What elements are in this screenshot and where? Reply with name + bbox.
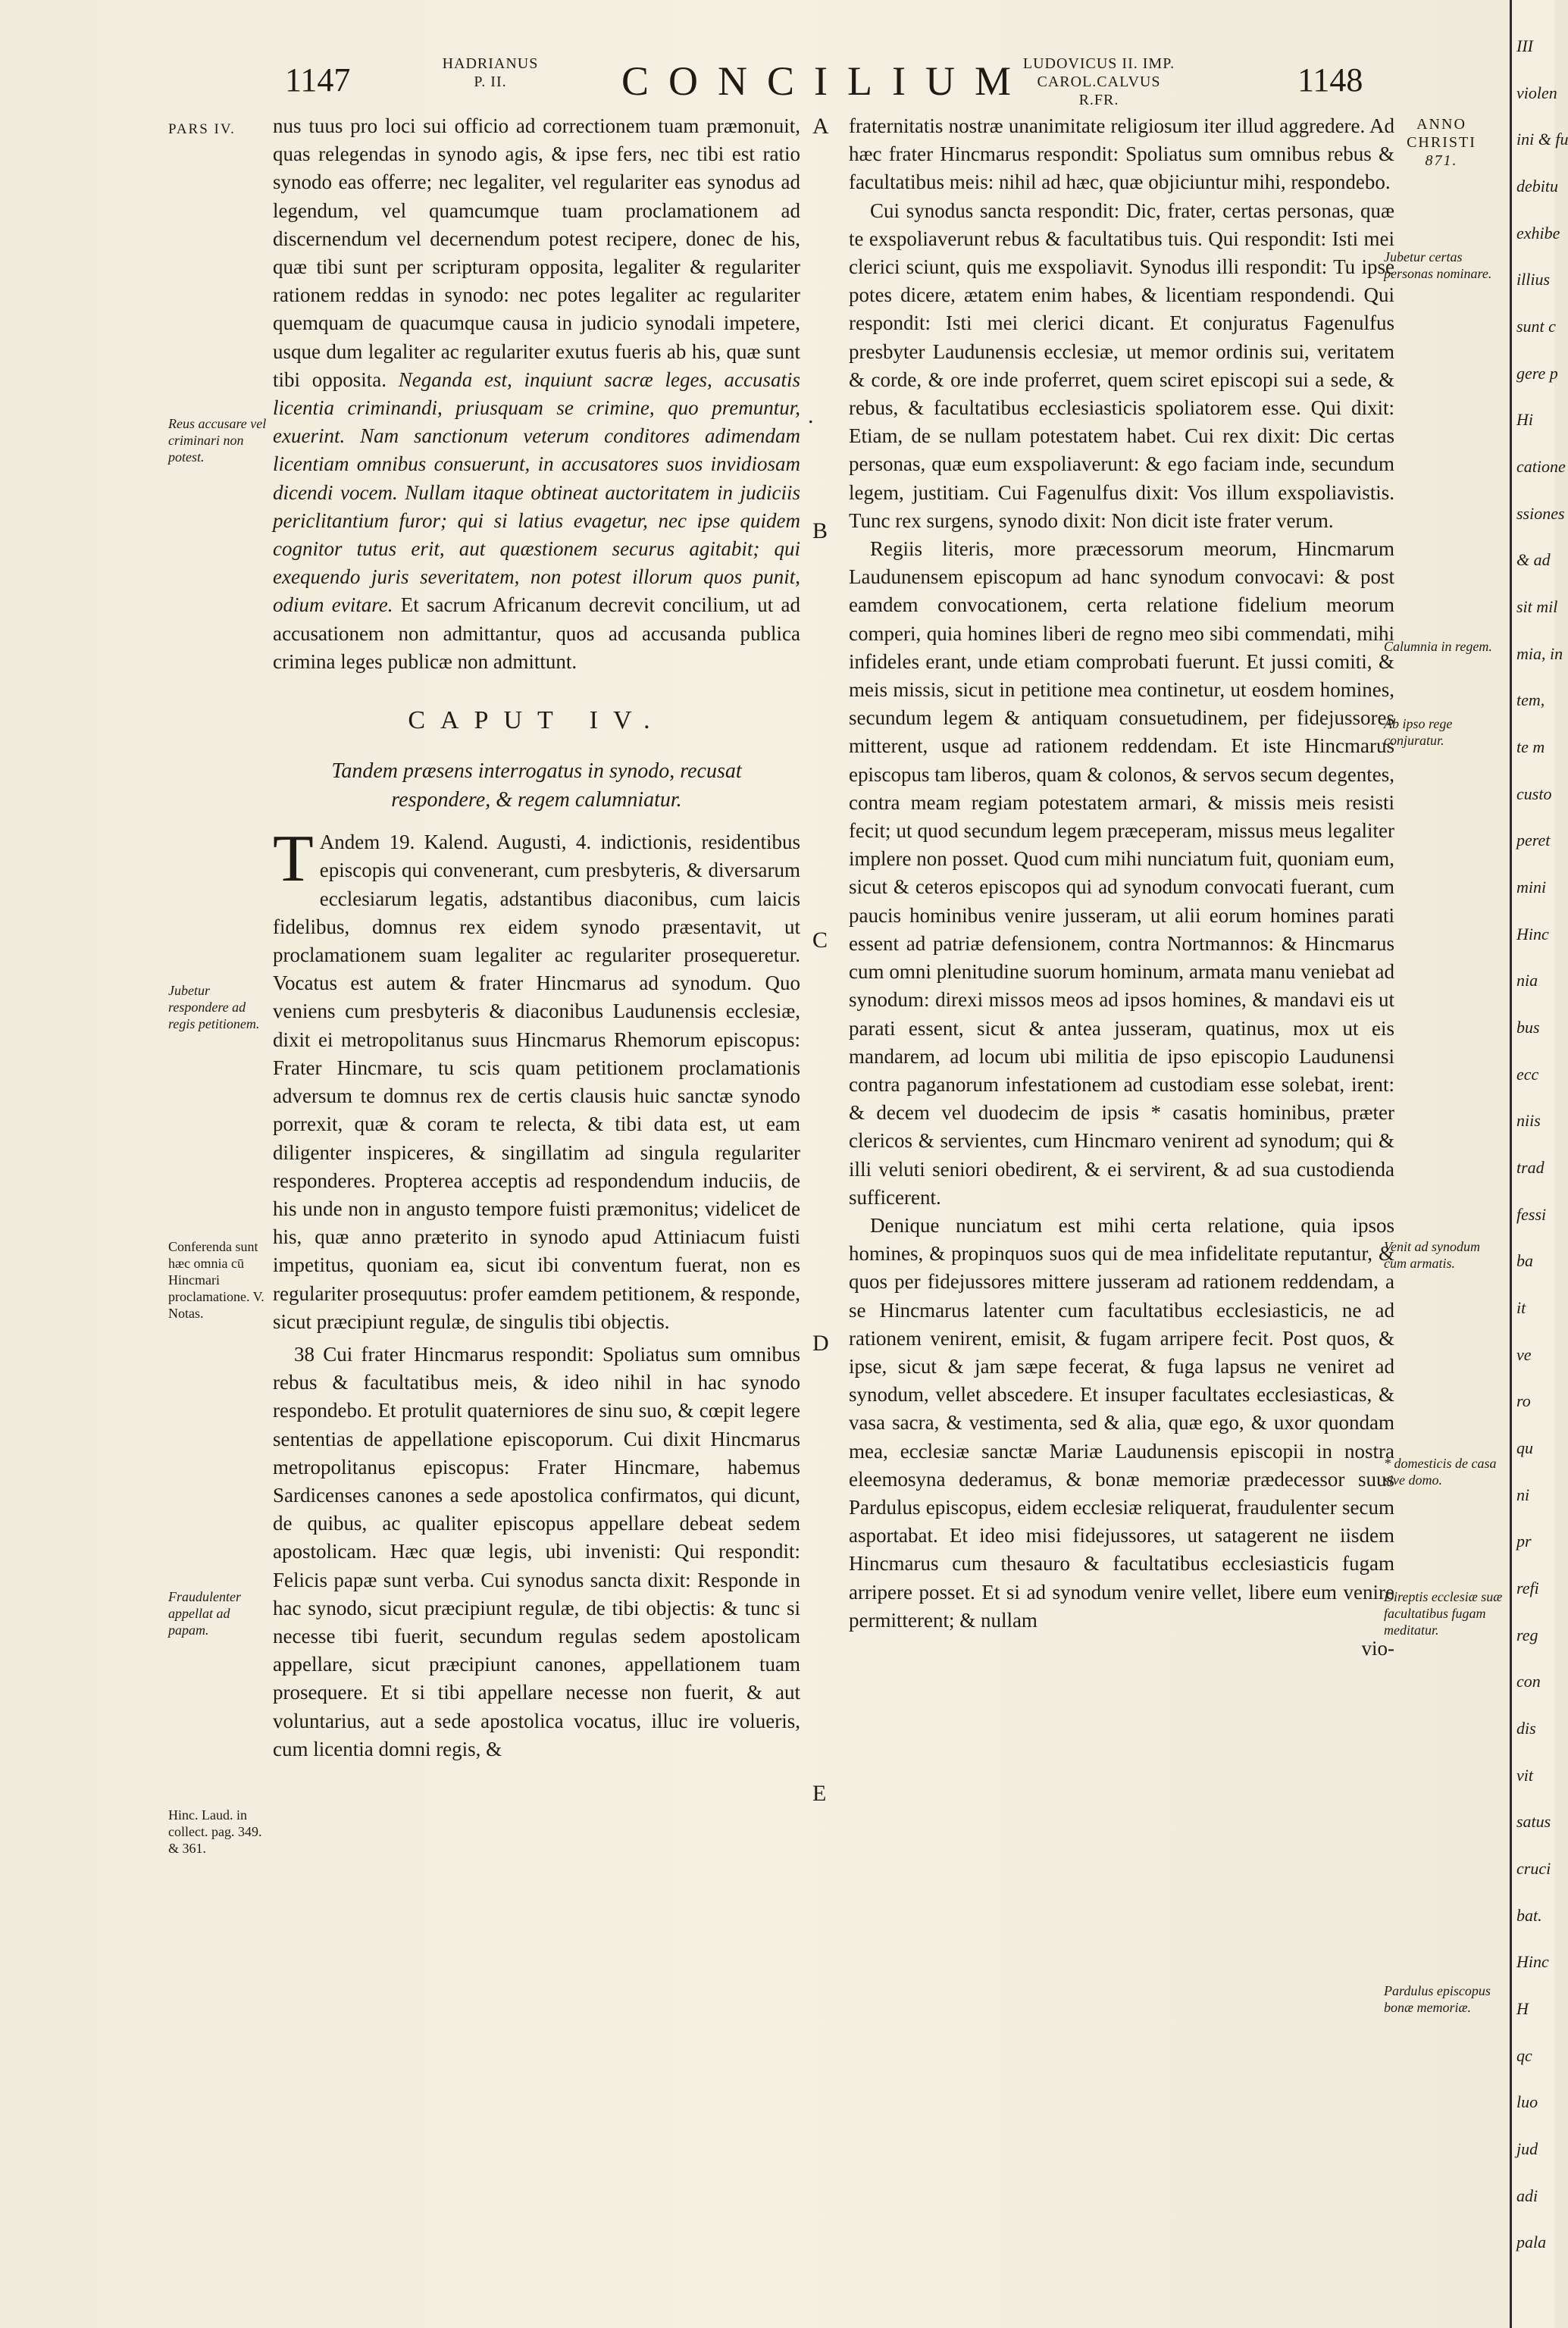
- adjacent-page-fragment: nia: [1516, 971, 1538, 990]
- margin-note-venit: Venit ad synodum cum armatis.: [1384, 1239, 1480, 1271]
- anno-label: ANNO: [1416, 116, 1466, 133]
- adjacent-page-fragment: te m: [1516, 737, 1545, 756]
- adjacent-page-fragment: III: [1516, 36, 1533, 55]
- header-king: CAROL.CALVUS R.FR.: [1037, 74, 1161, 108]
- chapter-heading: CAPUT IV.: [408, 706, 665, 735]
- page-number-right: 1148: [1297, 61, 1363, 99]
- section-dot: .: [808, 403, 814, 428]
- adjacent-page-fragment: refi: [1516, 1579, 1539, 1597]
- adjacent-page-fragment: ro: [1516, 1391, 1531, 1411]
- adjacent-page-fragment: ve: [1516, 1344, 1532, 1364]
- adjacent-page-strip: [1510, 0, 1568, 2328]
- header-pope-number: P. II.: [474, 74, 507, 90]
- adjacent-page-fragment: adi: [1516, 2186, 1538, 2205]
- adjacent-page-fragment: exhibe: [1516, 223, 1560, 242]
- left-column: [273, 112, 800, 1763]
- right-paragraph-1: fraternitatis nostræ unanimitate religiosum iter illud aggredere. Ad hæc frater Hincmarus respondit: Spoliatus sum omnibus rebus & facultatibus meis: nihil ad hæc, quæ objiciuntur mihi, respondebo.: [849, 114, 1394, 194]
- margin-note-direptis: Direptis ecclesiæ suæ facultatibus fugam meditatur.: [1384, 1589, 1503, 1638]
- adjacent-page-fragment: H: [1516, 1999, 1529, 2018]
- anno-year: 871.: [1425, 152, 1458, 169]
- anno-christi: [1396, 115, 1487, 170]
- left-paragraph-1-end: Et sacrum Africanum decrevit concilium, ut ad accusationem non admittantur, quos ad accusanda publica crimina leges publicæ non admittunt.: [273, 593, 800, 673]
- adjacent-page-fragment: reg: [1516, 1625, 1538, 1644]
- adjacent-page-fragment: pr: [1516, 1532, 1532, 1551]
- adjacent-page-fragment: luo: [1516, 2092, 1538, 2112]
- adjacent-page-fragment: sunt c: [1516, 317, 1556, 336]
- adjacent-page-fragment: vit: [1516, 1765, 1533, 1785]
- right-paragraph-3: Regiis literis, more præcessorum meorum, Hincmarum Laudunensem episcopum ad hanc synodum convocavi: & post eamdem convocationem, certa relatione fidelium meorum comperi, quia homines liberi de regno meo sibi commendati, mihi infideles erant, unde etiam comprobati fuerunt. Et jussi comiti, & meis missis, sicut in petitione mea continetur, ut eosdem homines, secundum legem & antiquam consuetudinem, per fidejussores mitterent, usque ad rationem reddendam. Et iste Hincmarus episcopus tam liberos, quam & colonos, & servos secum degentes, contra meam regiam potestatem armari, & missis meis resisti fecit; ut quod secundum legem præceperam, missus meus legaliter implere non posset. Quod cum mihi nunciatum fuit, quoniam eum, sicut & ceteros episcopos qui ad synodum convocati fuerant, cum paucis hominibus venire jusseram, ut alii eorum homines parati essent ad patriæ defensionem, contra Nortmannos: & Hincmarus cum omni plenitudine suorum hominum, armata manu veniebat ad synodum: direxi missos meos ad ipsos homines, & mandavi eis ut parati essent, sicut & antea jusseram, quatinus, mox ut eis mandarem, ad locum ubi militia de ipso episcopio Laudunensi contra paganorum infestationem ad custodiam esse solebat, irent: & decem vel duodecim de ipsis * casatis hominibus, præter clericos & servientes, cum Hincmaro venirent ad synodum; qui & illi veluti seniori obedirent, & ei servirent, & ad sua custodienda sufficerent.: [849, 537, 1394, 1209]
- margin-note-reus: Reus accusare vel criminari non potest.: [168, 416, 267, 465]
- adjacent-page-fragment: qu: [1516, 1438, 1533, 1457]
- adjacent-page-fragment: gere p: [1516, 363, 1558, 383]
- adjacent-page-fragment: violen: [1516, 83, 1557, 102]
- anno-christi-label: CHRISTI: [1407, 134, 1476, 151]
- page-number-left: 1147: [285, 61, 351, 99]
- running-header: [0, 0, 1516, 106]
- adjacent-page-fragment: it: [1516, 1298, 1526, 1317]
- right-column: [849, 112, 1394, 1663]
- margin-note-ab-ipso: Ab ipso rege conjuratur.: [1384, 716, 1453, 748]
- adjacent-page-fragment: mia, in: [1516, 643, 1563, 663]
- adjacent-page-fragment: ecc: [1516, 1064, 1539, 1084]
- adjacent-page-fragment: qc: [1516, 2045, 1532, 2065]
- left-paragraph-1: nus tuus pro loci sui officio ad correctionem tuam præmonuit, quas relegendas in synodo agis, & ipse fers, nec tibi est ratio synodo eas offerre; nec legaliter, vel regulariter eas synodus ad legendum, vel quamcumque tuam proclamationem ad discernendum vel decernendum potest recipere, donec de his, quæ tibi sunt per scripturam opposita, legaliter & regulariter rationem reddas in synodo: nec potes legaliter ac regulariter quemquam de quacumque causa in judicio synodali impetere, usque dum legaliter ac regulariter exutus fueris ab his, quæ sunt tibi opposita.: [273, 114, 800, 391]
- adjacent-page-fragment: bat.: [1516, 1905, 1542, 1925]
- adjacent-page-fragment: dis: [1516, 1719, 1536, 1738]
- adjacent-page-fragment: illius: [1516, 270, 1551, 289]
- header-pope: [433, 55, 547, 91]
- adjacent-page-fragment: mini: [1516, 878, 1547, 896]
- adjacent-page-fragment: niis: [1516, 1111, 1541, 1131]
- section-letter-e: E: [812, 1781, 827, 1806]
- margin-note-pardulus: Pardulus episcopus bonæ memoriæ.: [1384, 1983, 1491, 2015]
- adjacent-page-fragment: catione: [1516, 457, 1566, 476]
- adjacent-page-fragment: pala: [1516, 2233, 1547, 2252]
- adjacent-page-fragment: fessi: [1516, 1204, 1547, 1224]
- section-letter-b: B: [812, 518, 828, 543]
- pars-label: PARS IV.: [168, 121, 236, 137]
- adjacent-page-fragment: ini & fu: [1516, 130, 1568, 149]
- catchword: vio-: [1361, 1636, 1394, 1660]
- section-letter-d: D: [812, 1331, 829, 1356]
- drop-cap: T: [273, 822, 314, 896]
- adjacent-page-fragment: peret: [1516, 831, 1551, 850]
- adjacent-page-fragment: ba: [1516, 1251, 1533, 1271]
- margin-note-certas-personas: Jubetur certas personas nominare.: [1384, 249, 1492, 281]
- left-quote-leges: Negandа est, inquiunt sacræ leges, accusatis licentia criminandi, priusquam se crimine, quo premuntur, exuerint. Nam sanctionum veterum conditores adimendam licentiam omnibus consuerunt, in accusatores suos invidiosam dicendi vocem. Nullam itaque obtineat auctoritatem in judiciis periclitantium furor; qui si latius evagetur, nec ipse quidem cognitor tutus erit, aut quæstionem securus agitabit; qui exequendo juris severitatem, non potest illorum quos punit, odium evitare.: [273, 368, 801, 617]
- left-paragraph-2: Andem 19. Kalend. Augusti, 4. indictionis, residentibus episcopis qui convenerant, cum presbyteris, & diversarum ecclesiarum legatis, adstantibus diaconibus, cum laicis fidelibus, domnus rex eidem synodo præsentavit, ut proclamationem suam legaliter ac regulariter prosequeretur. Vocatus est autem & frater Hincmarus ad synodum. Quo veniens cum presbyteris & diaconibus Laudunensis ecclesiæ, dixit ei metropolitanus suus Hincmarus Rhemorum episcopus: Frater Hincmare, tu scis quam petitionem proclamationis adversum te domnus rex de certis clausis huic sanctæ synodo porrexit, quæ & coram te relecta, & tibi data est, ut eam diligenter inspiceres, & singillatim ad singula regulariter responderes. Propterea acceptis ad respondendum induciis, de his unde non in angusto tempore fuisti præmonitus; videlicet de his, quæ anno præterito in synodo apud Attiniacum fuisti impetitus, quoniam ea, sicut ibi conventum fuerat, non es regulariter prosequutus: profer eamdem petitionem, & responde, sicut præcipiunt regulæ, de singulis tibi objectis.: [273, 831, 800, 1333]
- adjacent-page-fragment: trad: [1516, 1158, 1545, 1177]
- right-paragraph-4: Denique nunciatum est mihi certa relatione, quia ipsos homines, & propinquos suos qui de mea infidelitate reputantur, & quos per fidejussores mittere jusseram ad rationem reddendam, a se Hincmarus latenter cum facultatibus ecclesiasticis, ne ad rationem venirent, emisit, & fugam arripere fecit. Post quos, & ipse, sicut & jam sæpe fecerat, & fuga lapsus ne veniret ad synodum, vellet abscedere. Et insuper facultates ecclesiasticas, & vasa sacra, & vestimenta, sed & alia, quæ ego, & uxor quondam mea, ecclesiæ sanctæ Mariæ Laudunensis episcopii in nostra eleemosyna dederamus, & bonæ memoriæ prædecessor suus Pardulus episcopus, eidem ecclesiæ reliquerat, fraudulenter secum asportabat. Et ideo misi fidejussores, ut satagerent ne iisdem Hincmarus cum thesauro & facultatibus ecclesiasticis fugam arripere posset. Et si ad synodum venire vellet, libere eum venire permitterent; & nullam: [849, 1213, 1394, 1632]
- header-rulers: [1016, 55, 1182, 109]
- margin-note-fraudulenter: Fraudulenter appellat ad papam.: [168, 1589, 241, 1638]
- margin-note-hinc-laud: Hinc. Laud. in collect. pag. 349. & 361.: [168, 1807, 262, 1856]
- section-letter-a: A: [812, 114, 829, 139]
- chapter-summary: Tandem præsens interrogatus in synodo, recusat respondere, & regem calumniatur.: [331, 759, 742, 812]
- adjacent-page-fragment: tem,: [1516, 690, 1545, 710]
- margin-note-calumnia: Calumnia in regem.: [1384, 639, 1492, 654]
- adjacent-page-fragment: jud: [1516, 2139, 1538, 2158]
- adjacent-page-fragment: Hinc: [1516, 924, 1549, 943]
- adjacent-page-fragment: Hinc: [1516, 1952, 1549, 1972]
- adjacent-page-fragment: ssiones: [1516, 503, 1565, 523]
- adjacent-page-fragment: sit mil: [1516, 597, 1558, 616]
- left-paragraph-3: 38 Cui frater Hincmarus respondit: Spoliatus sum omnibus rebus & facultatibus meis, & ideo nihil in hac synodo respondebo. Et protulit quaterniores de sinu suo, & cœpit legere sententias de appellatione episcoporum. Cui dixit Hincmarus metropolitanus episcopus: Frater Hincmare, habemus Sardicenses canones a sede apostolica confirmatos, qui dicunt, de quibus, ac qualiter episcopus appellare debeat sedem apostolicam. Hæc quæ legis, ubi invenisti: Qui respondit: Felicis papæ sunt verba. Cui synodus sancta dixit: Responde in hac synodo, sicut præcipiunt regulæ, de tibi objectis: & tunc si necesse tibi fuerit, secundum regulas sedem apostolicam appellare, sicut præcipiunt canones, appellationem tuam prosequere. Et si tibi appellare necesse non fuerit, & aut voluntarius, aut a sede apostolica vocatus, illuc ire volueris, cum licentia domni regis, &: [273, 1342, 800, 1760]
- section-letter-c: C: [812, 928, 828, 953]
- header-emperor: LUDOVICUS II. IMP.: [1022, 55, 1175, 72]
- margin-note-domesticis: * domesticis de casa sive domo.: [1384, 1456, 1497, 1488]
- margin-note-conferenda: Conferenda sunt hæc omnia cū Hincmari proclamatione. V. Notas.: [168, 1239, 264, 1321]
- adjacent-page-fragment: debitu: [1516, 177, 1558, 196]
- right-paragraph-2: Cui synodus sancta respondit: Dic, frater, certas personas, quæ te exspoliaverunt rebus & facultatibus tuis. Qui respondit: Isti mei clerici sciunt, quis me exspoliavit. Synodus illi respondit: Tu ipse potes dicere, ætatem enim habes, & licentiam respondendi. Qui respondit: Isti mei clerici dicant. Et conjuratus Fagenulfus presbyter Laudunensis ecclesiæ, ut memor ordinis sui, veritatem & corde, & ore inde proferret, quem sciret episcopi sui a sede, & rebus, & facultatibus ecclesiasticis spoliatorem esse. Qui dixit: Etiam, de se nullam potestatem habet. Cui rex dixit: Dic certas personas, quæ eum exspoliaverunt: & ego faciam inde, secundum legem, justitiam. Cui Fagenulfus dixit: Vos illum exspoliavistis. Tunc rex surgens, synodo dixit: Non dicit iste frater verum.: [849, 199, 1394, 532]
- header-pope-name: HADRIANUS: [442, 55, 539, 72]
- adjacent-page-fragment: custo: [1516, 784, 1552, 803]
- adjacent-page-fragment: satus: [1516, 1812, 1551, 1832]
- header-title: CONCILIUM: [621, 58, 1031, 104]
- adjacent-page-fragment: con: [1516, 1672, 1541, 1691]
- adjacent-page-fragment: bus: [1516, 1018, 1540, 1037]
- adjacent-page-fragment: & ad: [1516, 550, 1551, 570]
- margin-note-jubetur-respondere: Jubetur respondere ad regis petitionem.: [168, 983, 260, 1031]
- adjacent-page-fragment: Hi: [1516, 410, 1533, 430]
- adjacent-page-fragment: cruci: [1516, 1859, 1551, 1878]
- adjacent-page-fragment: ni: [1516, 1485, 1530, 1504]
